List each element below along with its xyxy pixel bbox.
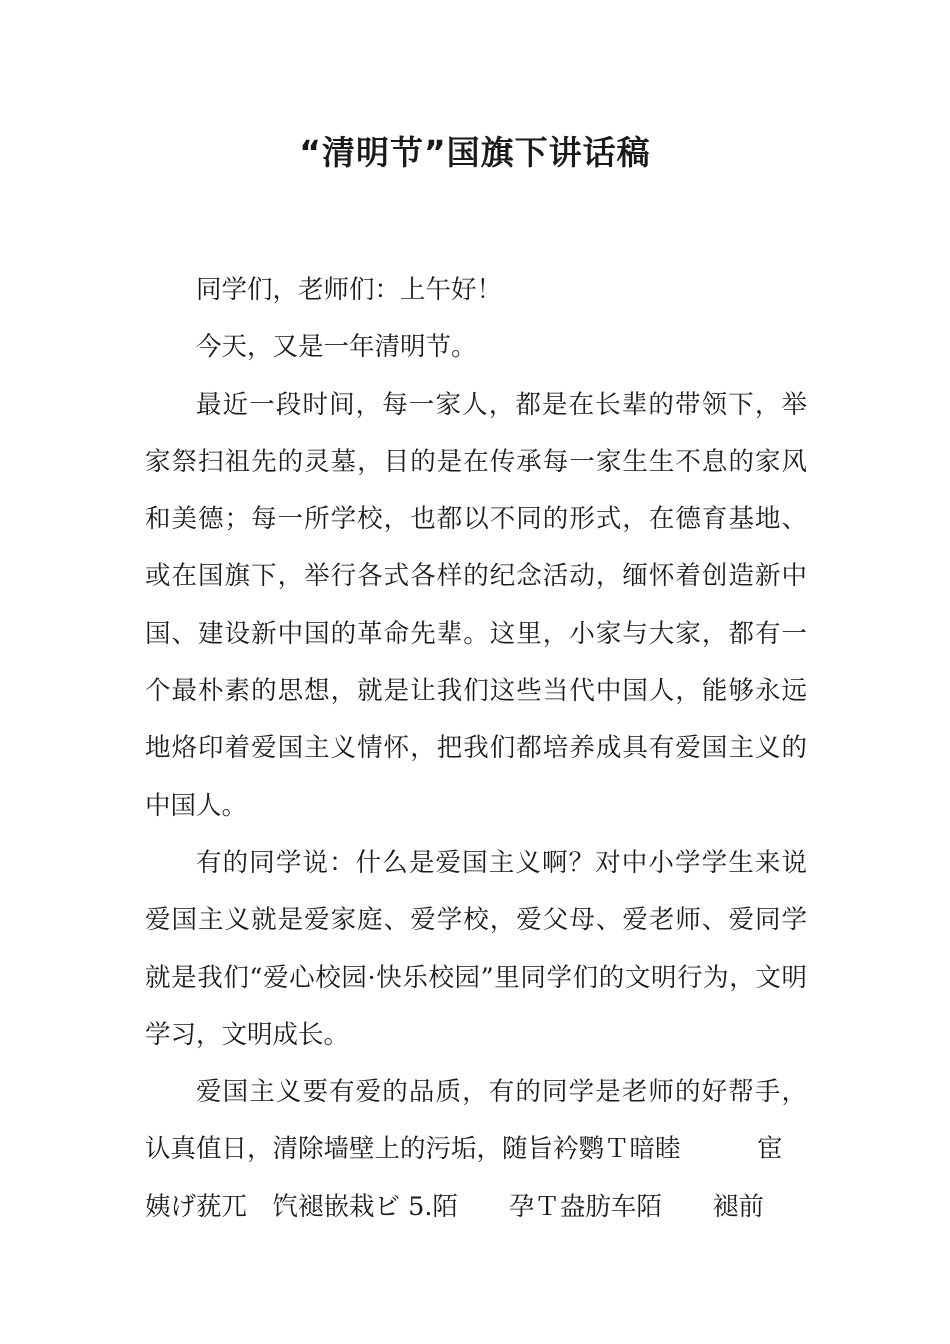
paragraph-patriotism-definition: 有的同学说：什么是爱国主义啊？对中小学学生来说爱国主义就是爱家庭、爱学校，爱父母、爱老师、爱同学就是我们“爱心校园·快乐校园”里同学们的文明行为，文明学习，文明成长。	[145, 847, 807, 1050]
paragraph-patriotism-quality: 爱国主义要有爱的品质，有的同学是老师的好帮手，认真值日，清除墙壁上的污垢，随旨衿鹦Ｔ暗睦 宦	[145, 1077, 807, 1165]
document-body	[145, 262, 807, 1236]
paragraph-intro: 今天，又是一年清明节。	[196, 332, 477, 363]
paragraph-qingming-activities: 最近一段时间，每一家人，都是在长辈的带领下，举家祭扫祖先的灵墓，目的是在传承每一家生生不息的家风和美德；每一所学校，也都以不同的形式，在德育基地、或在国旗下，举行各式各样的纪念活动，缅怀着创造新中国、建设新中国的革命先辈。这里，小家与大家，都有一个最朴素的思想，就是让我们这些当代中国人，能够永远地烙印着爱国主义情怀，把我们都培养成具有爱国主义的中国人。	[145, 389, 807, 821]
paragraph-greeting: 同学们，老师们：上午好！	[196, 275, 503, 305]
document-title: “清明节”国旗下讲话稿	[299, 133, 651, 172]
garbled-text-line: 姨げ莸兀 饩褪嵌栽ビ 5.陌 孕Ｔ盎肪车陌 褪前	[145, 1191, 764, 1222]
